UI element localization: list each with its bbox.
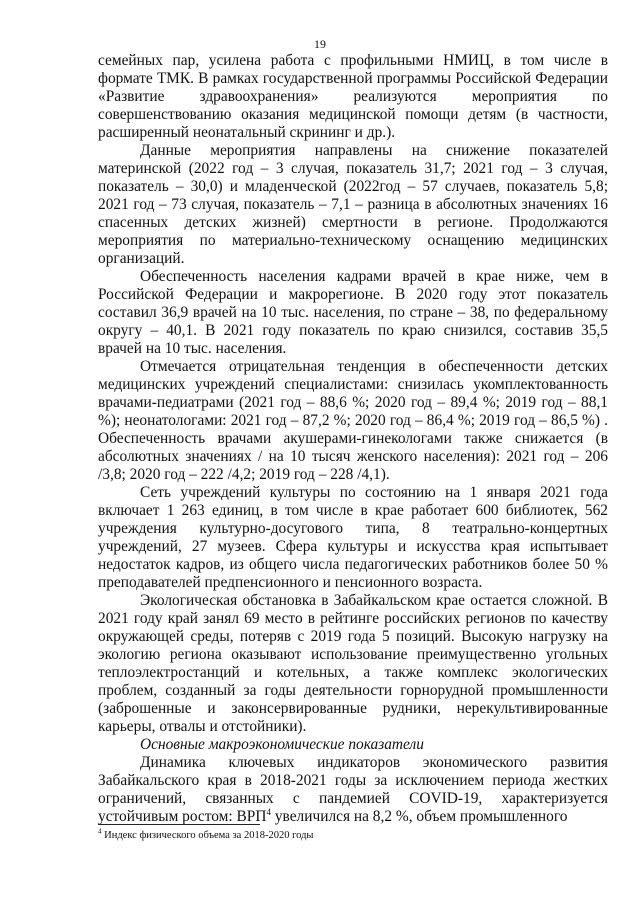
section-heading: Основные макроэкономические показатели xyxy=(140,736,424,753)
footnote-divider xyxy=(98,824,260,825)
footnote xyxy=(98,829,608,842)
paragraph-culture-network: Сеть учреждений культуры по состоянию на 1 января 2021 года включает 1 263 единиц, в том числе в крае работает 600 библиотек, 562 учреждения культурно-досугового типа, 8 театрально-концертных учреждений, 27 музеев. Сфера культуры и искусства края испытывает недостаток кадров, из общего числа педагогических работников более 50 % преподавателей предпенсионного и пенсионного возраста. xyxy=(98,484,608,591)
paragraph-healthcare-programs: семейных пар, усилена работа с профильными НМИЦ, в том числе в формате ТМК. В рамках государственной программы Российской Федерации «Развитие здравоохранения» реализуются мероприятия по совершенствованию оказания медицинской помощи детям (в частности, расширенный неонатальный скрининг и др.). xyxy=(98,52,608,141)
footnote-mark: 4 xyxy=(98,827,102,836)
paragraph-pediatric-staffing: Отмечается отрицательная тенденция в обеспеченности детских медицинских учреждений специалистами: снизилась укомплектованность врачами-педиатрами (2021 год – 88,6 %; 2020 год – 89,4 %; 2019 год – 88,1 %); неонатологами: 2021 год – 87,2 %; 2020 год – 86,4 %; 2019 год – 86,5 %) . Обеспеченность врачами акушерами-гинекологами также снижается (в абсолютных значениях / на 10 тысяч женского населения): 2021 год – 206 /3,8; 2020 год – 222 /4,2; 2019 год – 228 /4,1). xyxy=(98,358,608,483)
paragraph-ecology: Экологическая обстановка в Забайкальском крае остается сложной. В 2021 году край занял 69 место в рейтинге российских регионов по качеству окружающей среды, потеряв с 2019 года 5 позиций. Высокую нагрузку на экологию региона оказывают использование преимущественно угольных теплоэлектростанций и котельных, а также комплекс экологических проблем, созданный за годы деятельности горнорудной промышленности (заброшенные и законсервированные рудники, нерекультивированные карьеры, отвалы и отстойники). xyxy=(98,592,608,735)
economic-dynamics-text: Динамика ключевых индикаторов экономического развития Забайкальского края в 2018-2021 годы за исключением периода жестких ограничений, связанных с пандемией COVID-19, характеризуется устойчивым ростом: ВРП xyxy=(98,754,608,825)
page-number: 19 xyxy=(314,37,326,51)
paragraph-doctor-supply: Обеспеченность населения кадрами врачей в крае ниже, чем в Российской Федерации и макрорегионе. В 2020 году этот показатель составил 36,9 врачей на 10 тыс. населения, по стране – 38, по федеральному округу – 40,1. В 2021 году показатель по краю снизился, составив 35,5 врачей на 10 тыс. населения. xyxy=(98,268,608,357)
economic-dynamics-text-after: увеличился на 8,2 %, объем промышленного xyxy=(271,808,568,825)
paragraph-economic-dynamics xyxy=(98,754,608,826)
footnote-text: Индекс физического объема за 2018-2020 годы xyxy=(101,830,314,841)
body-text xyxy=(98,52,608,826)
paragraph-mortality: Данные мероприятия направлены на снижение показателей материнской (2022 год – 3 случая, показатель 31,7; 2021 год – 3 случая, показатель – 30,0) и младенческой (2022год – 57 случаев, показатель 5,8; 2021 год – 73 случая, показатель – 7,1 – разница в абсолютных значениях 16 спасенных детских жизней) смертности в регионе. Продолжаются мероприятия по материально-техническому оснащению медицинских организаций. xyxy=(98,142,608,267)
footnote-ref-mark[interactable]: 4 xyxy=(266,806,271,817)
